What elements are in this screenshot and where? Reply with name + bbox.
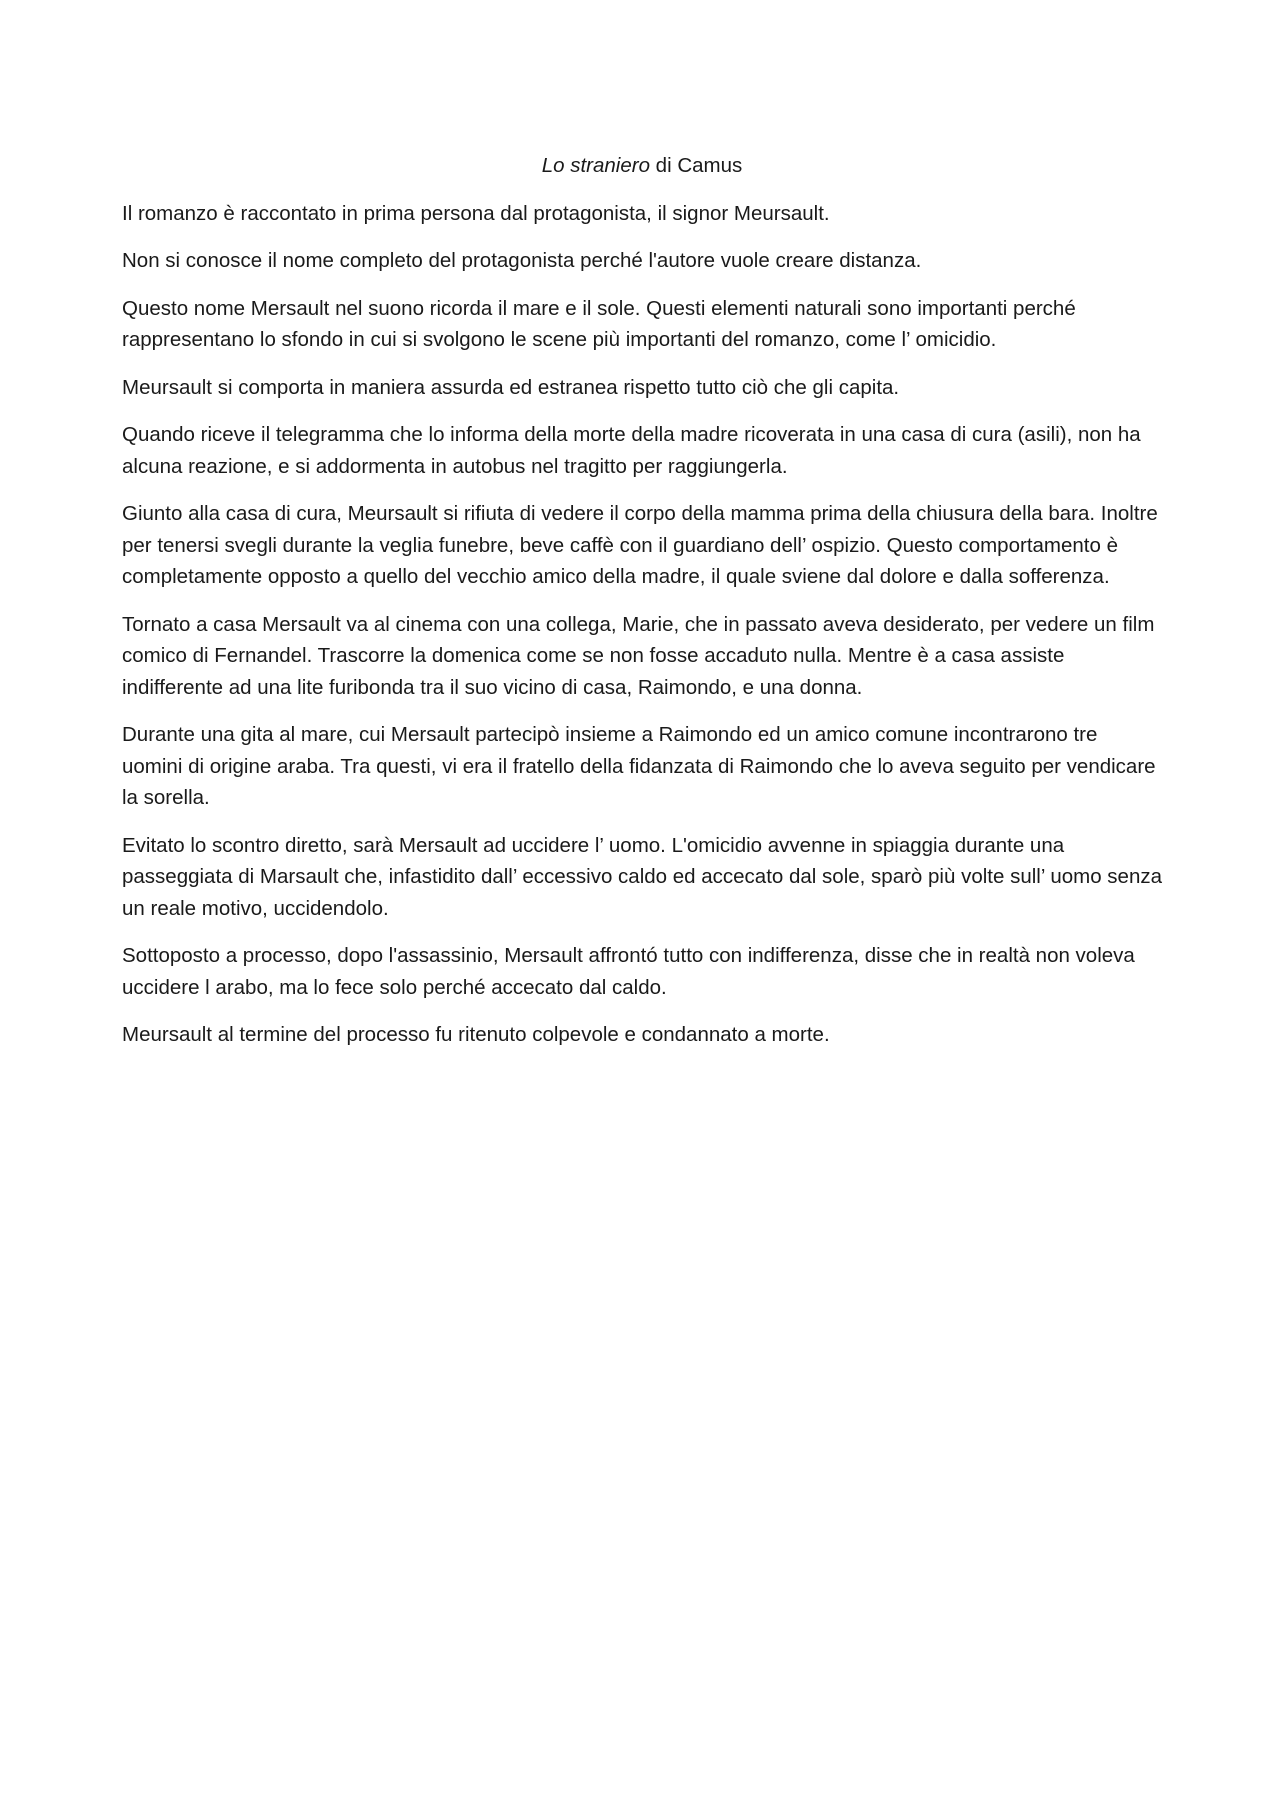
paragraph-10: Sottoposto a processo, dopo l'assassinio, Mersault affrontó tutto con indifferenza, disse che in realtà non voleva uccidere l arabo, ma lo fece solo perché accecato dal caldo. [122,944,1135,999]
title-italic-part: Lo straniero [541,154,650,177]
document-body [122,150,1162,1067]
paragraph-7: Tornato a casa Mersault va al cinema con una collega, Marie, che in passato aveva desiderato, per vedere un film comico di Fernandel. Trascorre la domenica come se non fosse accaduto nulla. Mentre è a casa assiste indifferente ad una lite furibonda tra il suo vicino di casa, Raimondo, e una donna. [122,612,1155,699]
paragraph-1: Il romanzo è raccontato in prima persona dal protagonista, il signor Meursault. [122,201,830,225]
paragraph-4: Meursault si comporta in maniera assurda ed estranea rispetto tutto ciò che gli capita. [122,375,900,399]
paragraph-5: Quando riceve il telegramma che lo informa della morte della madre ricoverata in una casa di cura (asili), non ha alcuna reazione, e si addormenta in autobus nel tragitto per raggiungerla. [122,423,1141,478]
paragraph-6: Giunto alla casa di cura, Meursault si rifiuta di vedere il corpo della mamma prima della chiusura della bara. Inoltre per tenersi svegli durante la veglia funebre, beve caffè con il guardiano dell’ ospizio. Questo comportamento è completamente opposto a quello del vecchio amico della madre, il quale sviene dal dolore e dalla sofferenza. [122,502,1158,588]
paragraph-3: Questo nome Mersault nel suono ricorda il mare e il sole. Questi elementi naturali sono importanti perché rappresentano lo sfondo in cui si svolgono le scene più importanti del romanzo, come l’ omicidio. [122,296,1076,351]
document-title [122,150,1162,182]
paragraph-9: Evitato lo scontro diretto, sarà Mersault ad uccidere l’ uomo. L'omicidio avvenne in spiaggia durante una passeggiata di Marsault che, infastidito dall’ eccessivo caldo ed accecato dal sole, sparò più volte sull’ uomo senza un reale motivo, uccidendolo. [122,833,1163,920]
paragraph-11: Meursault al termine del processo fu ritenuto colpevole e condannato a morte. [122,1023,830,1046]
paragraph-2: Non si conosce il nome completo del protagonista perché l'autore vuole creare distanza. [122,249,922,272]
title-rest-part: di Camus [649,154,743,177]
paragraph-8: Durante una gita al mare, cui Mersault partecipò insieme a Raimondo ed un amico comune incontrarono tre uomini di origine araba. Tra questi, vi era il fratello della fidanzata di Raimondo che lo aveva seguito per vendicare la sorella. [122,723,1156,809]
